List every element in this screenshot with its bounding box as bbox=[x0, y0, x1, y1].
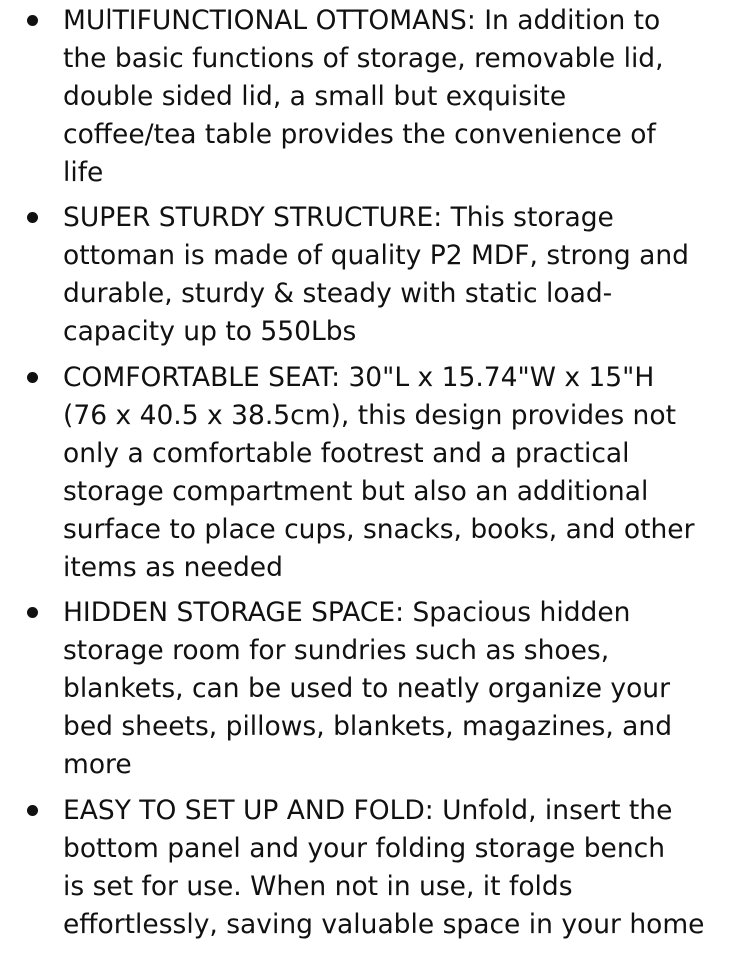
bullet-text-line: the basic functions of storage, removable lid, bbox=[63, 43, 664, 74]
bullet-dot-icon bbox=[27, 212, 38, 223]
bullet-text-line: storage room for sundries such as shoes, bbox=[63, 635, 610, 666]
bullet-text-line: items as needed bbox=[63, 552, 283, 583]
bullet-text-line: SUPER STURDY STRUCTURE: This storage bbox=[63, 202, 614, 233]
bullet-text-line: effortlessly, saving valuable space in your home bbox=[63, 909, 705, 940]
bullet-text-line: bottom panel and your folding storage bench bbox=[63, 833, 666, 864]
bullet-dot-icon bbox=[27, 805, 38, 816]
bullet-dot-icon bbox=[27, 15, 38, 26]
bullet-text-line: ottoman is made of quality P2 MDF, strong and bbox=[63, 240, 689, 271]
bullet-text-line: storage compartment but also an additional bbox=[63, 476, 649, 507]
bullet-text-line: only a comfortable footrest and a practical bbox=[63, 438, 630, 469]
bullet-text-line: more bbox=[63, 749, 132, 780]
bullet-text-line: capacity up to 550Lbs bbox=[63, 316, 357, 347]
bullet-text-line: EASY TO SET UP AND FOLD: Unfold, insert the bbox=[63, 795, 673, 826]
bullet-text-line: double sided lid, a small but exquisite bbox=[63, 81, 567, 112]
bullet-dot-icon bbox=[27, 607, 38, 618]
bullet-text-line: durable, sturdy & steady with static load- bbox=[63, 278, 613, 309]
bullet-text-line: is set for use. When not in use, it folds bbox=[63, 871, 573, 902]
bullet-dot-icon bbox=[27, 372, 38, 383]
bullet-text-line: HIDDEN STORAGE SPACE: Spacious hidden bbox=[63, 597, 631, 628]
bullet-text-line: blankets, can be used to neatly organize your bbox=[63, 673, 671, 704]
bullet-text-line: COMFORTABLE SEAT: 30"L x 15.74"W x 15"H bbox=[63, 362, 655, 393]
bullet-text-line: surface to place cups, snacks, books, and other bbox=[63, 514, 695, 545]
bullet-text-line: (76 x 40.5 x 38.5cm), this design provides not bbox=[63, 400, 676, 431]
bullet-text-line: bed sheets, pillows, blankets, magazines, and bbox=[63, 711, 673, 742]
bullet-text-line: life bbox=[63, 157, 104, 188]
bullet-text-line: coffee/tea table provides the convenience of bbox=[63, 119, 656, 150]
bullet-text-line: MUlTIFUNCTIONAL OTTOMANS: In addition to bbox=[63, 5, 661, 36]
